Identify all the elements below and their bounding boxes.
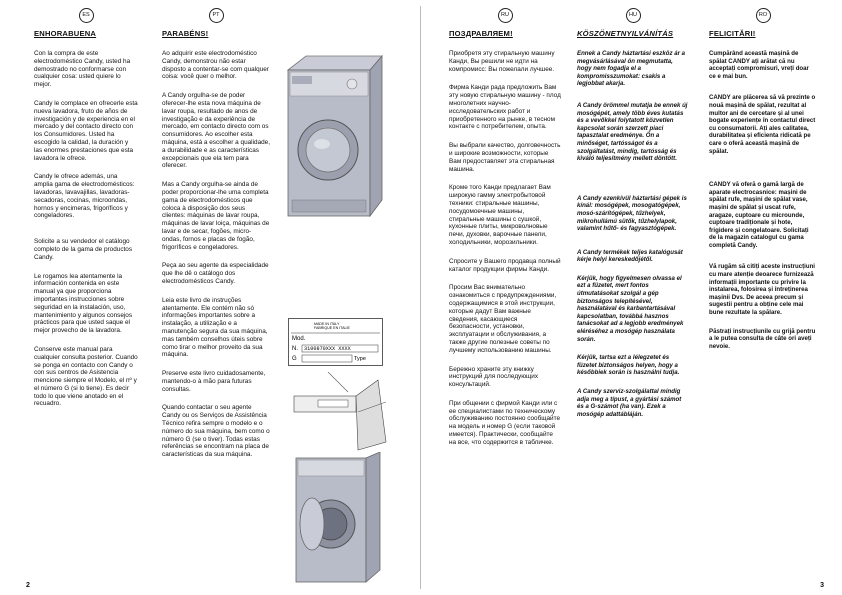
column-es (34, 8, 138, 419)
es-paragraph: Con la compra de este electrodoméstico Candy, usted ha demostrado no conformarse con cualquier cosa: usted quiere lo mejor. (34, 50, 131, 89)
hu-paragraph: Kérjük, hogy figyelmesen olvassa el ezt a füzetet, mert fontos útmutatásokat szolgál a gép biztonságos telepítésével, használatával és karbantartásával kapcsolatban, továbbá hasznos tanácsokat ad a legjobb eredmények eléréséhez a mosógép használata során. (577, 274, 684, 343)
pt-paragraph: Peça ao seu agente da especialidade que lhe dê o catálogo dos electrodomésticos Candy. (162, 262, 269, 285)
plate-location-illustration (288, 372, 388, 452)
heading-ru: ПОЗДРАВЛЯЕМ! (449, 29, 513, 38)
column-hu (577, 8, 689, 429)
rating-mod: Mod. (292, 336, 306, 342)
pt-paragraph: Quando contactar o seu agente Candy ou os Serviços de Assistência Técnico refira sempre o modelo e o número do sua máquina, bem como o número G (se o tiver). Todas estas referências se encontram na placa de características da sua máquina. (162, 404, 270, 459)
ru-paragraph: Спросите у Вашего продавца полный каталог продукции фирмы Канди. (449, 257, 561, 273)
ru-paragraph: Фирма Канди рада предложить Вам эту новую стиральную машину - плод многолетних научно-исследовательских работ и приобретенного на рынке, в тесном контакте с потребителем, опыта. (449, 84, 561, 131)
pt-paragraph: Ao adquirir este electrodoméstico Candy, demonstrou não estar disposto a contentar-se com qualquer coisa: você quer o melhor. (162, 50, 269, 81)
hu-paragraph: A Candy örömmel mutatja be ennek új mosógépét, amely több éves kutatás és a vevőkkel folytatott közvetlen kapcsolat során szerzett piaci tapasztalat eredménye. Ön a minőséget, tartósságot és a szolgáltatást, mindig, tartósság és kiváló teljesítmény mellett döntött. (577, 101, 688, 163)
washing-machine-illustration (282, 50, 392, 220)
ru-paragraph: При общении с фирмой Канди или с ее специалистами по техническому обслуживанию постоянно сообщайте на модель и номер G (если таковой имеется). Практически, сообщайте на все, что содержится в табличке. (449, 399, 561, 446)
rating-fabrique: FABRIQUE EN ITALIE (314, 326, 350, 330)
pt-paragraph: Mas a Candy orgulha-se ainda de poder proporcionar-lhe uma completa gama de electrodomésticos que coloca à disposição dos seus clientes: máquinas de lavar roupa, máquinas de lavar loiça, máquinas de lavar e de secar, fogões, micro-ondas, fornos e placas de fogão, frigoríficos e congeladores. (162, 181, 270, 251)
ro-paragraph: Cumpărând această mașină de spălat CANDY ați arătat că nu acceptați compromisuri, vreți doar ce e mai bun. (709, 50, 809, 80)
heading-hu: KÖSZÖNETNYILVÁNÍTÁS (577, 29, 674, 38)
hu-paragraph: Kérjük, tartsa ezt a lélegzetet és füzetet biztonságos helyen, hogy a későbbiek során is használni tudja. (577, 354, 680, 377)
es-paragraph: Candy le ofrece además, una amplia gama de electrodomésticos: lavadoras, lavavajillas, lavadoras-secadoras, cocinas, microondas, hornos y encimeras, frigoríficos y congeladores. (34, 173, 135, 220)
heading-pt: PARABÉNS! (162, 29, 209, 38)
rating-serial: 3100870XXX XXXX (304, 346, 351, 352)
pt-paragraph: Leia este livro de instruções atentamente. Ele contém não só informações importantes sobre a instalação, a utilização e a manutenção segura da sua máquina, mas também conselhos úteis sobre como tirar o melhor proveito da sua máquina. (162, 296, 268, 359)
es-paragraph: Conserve este manual para cualquier consulta posterior. Cuando se ponga en contacto con Candy o con sus centros de Asistencia mencione siempre el Modelo, el nº y el número G (si lo tiene). Es decir todo lo que viene anotado en el recuadro. (34, 345, 138, 408)
column-pt (162, 8, 270, 470)
language-badge-es: ES (79, 8, 94, 23)
heading-ro: FELICITĂRI! (709, 29, 756, 38)
column-ro (709, 8, 817, 361)
rating-n-label: N. (292, 346, 298, 352)
es-paragraph: Solicite a su vendedor el catálogo completo de la gama de productos Candy. (34, 238, 133, 261)
es-paragraph: Le rogamos lea atentamente la información contenida en este manual ya que proporciona importantes instrucciones sobre seguridad en la instalación, uso, mantenimiento y algunos consejos prácticos para que usted saque el mejor provecho de la lavadora. (34, 272, 133, 335)
column-ru (449, 8, 561, 458)
language-badge-pt: PT (209, 8, 224, 23)
rating-made-in: MADE IN ITALY (314, 322, 340, 326)
washing-machine-open-door-illustration (286, 452, 396, 587)
language-badge-ru: RU (498, 8, 513, 23)
rating-plate-illustration (288, 318, 383, 366)
ro-paragraph: CANDY vă oferă o gamă largă de aparate electrocasnice: mașini de spălat rufe, mașini de spălat vase, mașini de spălat și uscat rufe, aragaze, cuptoare cu microunde, cuptoare tradiționale și hote, frigidere și congelatoare. Solicitați de la magazin catalogul cu gama completă Candy. (709, 181, 809, 249)
ru-paragraph: Вы выбрали качество, долговечность и широкие возможности, которые Вам предоставляет эта стиральная машина. (449, 142, 561, 173)
ru-paragraph: Кроме того Канди предлагает Вам широкую гамму электробытовой техники: стиральные машины, посудомоечные машины, стиральные машины с сушкой, кухонные плиты, микроволновые печи, духовки, варочные панели, холодильники, морозильники. (449, 184, 551, 246)
hu-paragraph: A Candy szerviz-szolgálattal mindig adja meg a típust, a gyártási számot és a G-számot (ha van). Ezek a mosógép adattábláján. (577, 388, 682, 418)
ru-paragraph: Приобретя эту стиральную машину Канди, Вы решили не идти на компромисс: Вы пожелали лучшее. (449, 50, 555, 73)
heading-es: ENHORABUENA (34, 29, 97, 38)
language-badge-hu: HU (626, 8, 641, 23)
pt-paragraph: A Candy orgulha-se de poder oferecer-lhe esta nova máquina de lavar roupa, resultado de anos de investigação e da experiência de mercado, em contacto directo com os consumidores. Ao escolher esta máquina, está a escolher a qualidade, a durabilidade e as características excepcionais que ela tem para oferecer. (162, 92, 271, 170)
hu-paragraph: Ennek a Candy háztartási eszköz ár a megvásárlásával ön megmutatta, hogy nem fogadja el a kompromisszumokat: csakis a legjobbat akarja. (577, 50, 686, 88)
hu-paragraph: A Candy ezenkívül háztartási gépek is kínál: mosógépek, mosogatógépek, mosó-szárítógépek, tűzhelyek, mikrohullámú sütők, tűzhelylapok, valamint hűtő- és fagyasztógépek. (577, 194, 687, 233)
ro-paragraph: Vă rugăm să citiți aceste instrucțiuni cu mare atenție deoarece furnizează informații importante cu privire la instalarea, folosirea și întreținerea mașinii Dvs. De aceea precum și sugestii pentru a obține cele mai bune rezultate la spălare. (709, 263, 815, 317)
ru-paragraph: Просим Вас внимательно ознакомиться с предупреждениями, содержащимися в этой инструкции, которые дадут Вам важные сведения, касающиеся безопасности, установки, эксплуатации и обслуживания, а также другие полезные советы по лучшему использованию машины. (449, 284, 557, 354)
rating-g-label: G (292, 356, 297, 362)
pt-paragraph: Preserve este livro cuidadosamente, mantendo-o à mão para futuras consultas. (162, 370, 266, 393)
right-page (421, 0, 842, 595)
ro-paragraph: CANDY are plăcerea să vă prezinte o nouă mașină de spălat, rezultat al multor ani de cercetare și al unei bogate experiențe în contactul direct cu consumatorii. Ați ales calitatea, durabilitatea și eficienta ridicată pe care o oferă această mașină de spălat. (709, 94, 816, 155)
es-paragraph: Candy le complace en ofrecerle esta nueva lavadora, fruto de años de investigación y de experiencia en el mercado y del contacto directo con los Consumidores. Usted ha escogido la calidad, la duración y las enormes prestaciones que esta lavadora le ofrece. (34, 99, 138, 162)
ro-paragraph: Păstrați instrucțiunile cu grijă pentru a le putea consulta de câte ori aveți nevoie. (709, 327, 816, 350)
ru-paragraph: Бережно храните эту книжку инструкций для последующих консультаций. (449, 365, 539, 389)
page-number-right: 3 (820, 582, 824, 589)
hu-paragraph: A Candy termékek teljes katalógusát kérje helyi kereskedőjétől. (577, 248, 683, 264)
language-badge-ro: RO (756, 8, 771, 23)
rating-type-label: Type (354, 356, 366, 362)
page-number-left: 2 (26, 582, 30, 589)
